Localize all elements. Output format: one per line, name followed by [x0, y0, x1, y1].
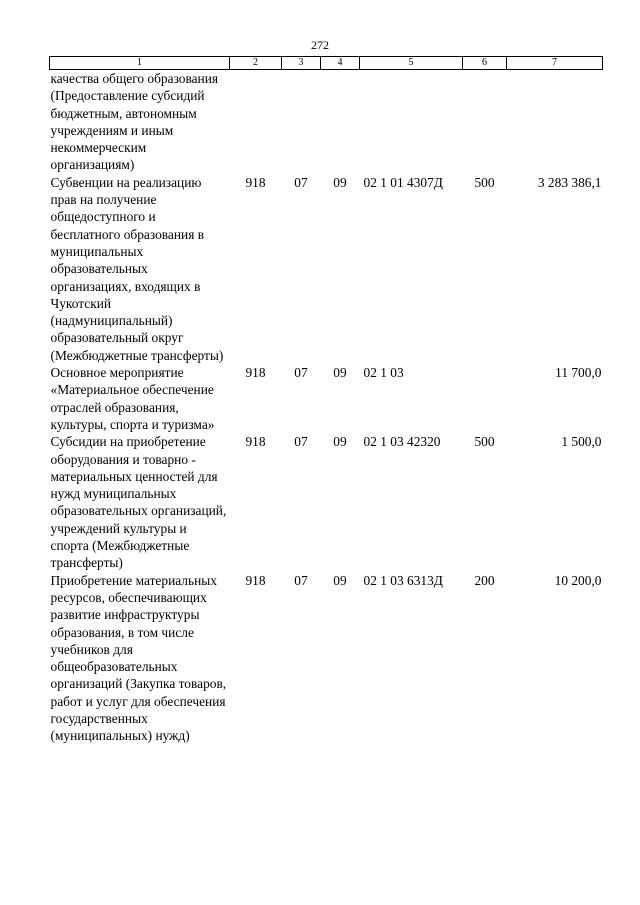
header-col-1: 1 [50, 57, 230, 70]
row-ved: 918 [245, 174, 266, 190]
row-csr: 02 1 03 42320 [363, 434, 441, 450]
table-row [50, 174, 603, 364]
row-pr: 09 [333, 572, 347, 588]
row-sum: 3 283 386,1 [537, 174, 602, 190]
row-rz [282, 70, 321, 174]
row-sum: 11 700,0 [555, 365, 602, 381]
row-pr: 09 [333, 365, 347, 381]
row-name: качества общего образования (Предоставление субсидий бюджетным, автономным учреждениям и иным некоммерческим организациям) [50, 71, 219, 173]
row-rz: 07 [294, 365, 308, 381]
table-row [50, 572, 603, 745]
row-csr: 02 1 03 6313Д [363, 572, 443, 588]
row-ved: 918 [245, 572, 266, 588]
row-rz: 07 [294, 174, 308, 190]
budget-table [49, 56, 603, 745]
row-name: Приобретение материальных ресурсов, обеспечивающих развитие инфраструктуры образования, в том числе учебников для общеобразовательных организаций (Закупка товаров, работ и услуг для обеспечения государственных (муниципальных) нужд) [50, 572, 227, 744]
row-name: Субвенции на реализацию прав на получение общедоступного и бесплатного образования в муниципальных образовательных организациях, входящих в Чукотский (надмуниципальный) образовательный округ (Межбюджетные трансферты) [50, 174, 224, 363]
row-vr [463, 364, 507, 433]
header-col-2: 2 [230, 57, 282, 70]
row-ved: 918 [245, 365, 266, 381]
row-name: Субсидии на приобретение оборудования и товарно - материальных ценностей для нужд муниципальных образовательных организаций, учреждений культуры и спорта (Межбюджетные трансферты) [50, 434, 227, 571]
row-rz: 07 [294, 434, 308, 450]
header-col-5: 5 [360, 57, 463, 70]
row-pr: 09 [333, 174, 347, 190]
row-ved: 918 [245, 434, 266, 450]
header-col-6: 6 [463, 57, 507, 70]
row-sum: 1 500,0 [561, 434, 602, 450]
row-vr: 500 [474, 174, 495, 190]
row-pr [321, 70, 360, 174]
table-row [50, 364, 603, 433]
row-ved [230, 70, 282, 174]
row-name: Основное мероприятие «Материальное обеспечение отраслей образования, культуры, спорта и туризма» [50, 365, 215, 432]
row-csr [360, 70, 463, 174]
header-col-7: 7 [507, 57, 603, 70]
table-row [50, 433, 603, 571]
row-rz: 07 [294, 572, 308, 588]
table-row [50, 70, 603, 174]
row-vr: 200 [474, 572, 495, 588]
header-col-3: 3 [282, 57, 321, 70]
row-vr: 500 [474, 434, 495, 450]
page-number: 272 [311, 38, 329, 52]
row-csr: 02 1 03 [363, 365, 404, 381]
row-sum: 10 200,0 [554, 572, 602, 588]
row-csr: 02 1 01 4307Д [363, 174, 443, 190]
table-header-row [50, 57, 603, 70]
row-sum [507, 70, 603, 174]
header-col-4: 4 [321, 57, 360, 70]
row-vr [463, 70, 507, 174]
row-pr: 09 [333, 434, 347, 450]
